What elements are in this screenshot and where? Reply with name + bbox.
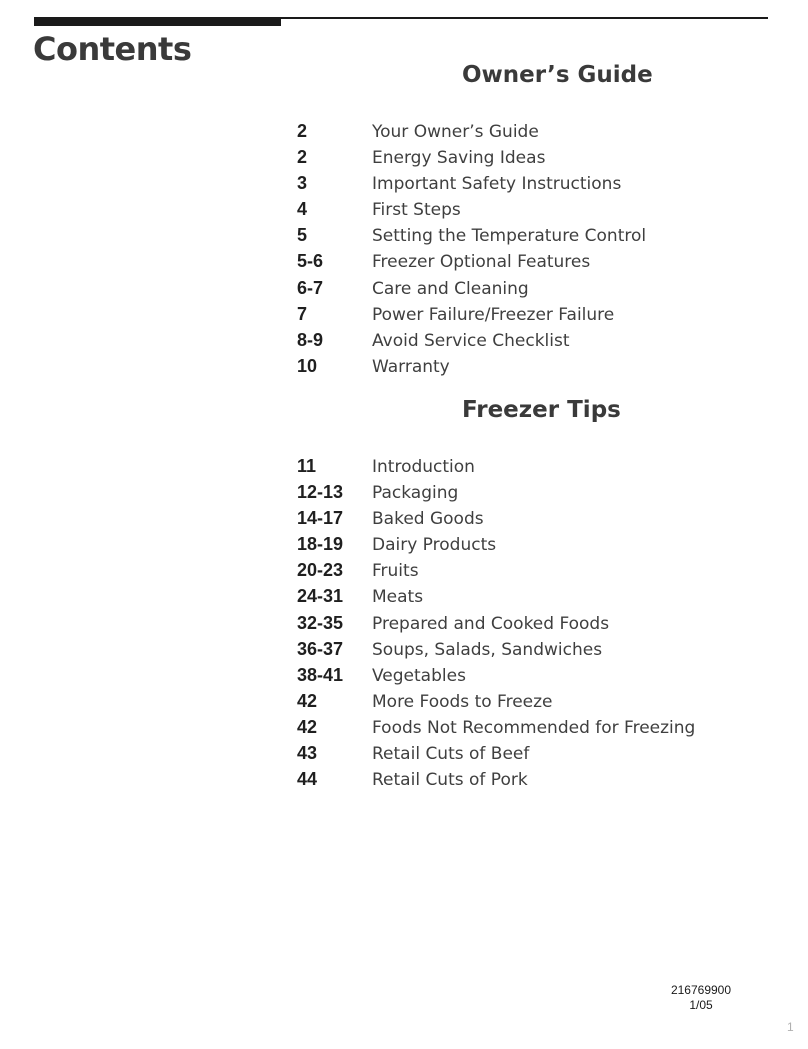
toc-entry[interactable]: [297, 505, 695, 531]
toc-page: 44: [297, 769, 318, 790]
toc-page: 2: [297, 121, 308, 141]
toc-page: 2: [297, 147, 308, 168]
toc-page: 43: [297, 743, 318, 764]
toc-title: Freezer Optional Features: [372, 252, 591, 273]
page-title: Contents: [33, 30, 192, 68]
toc-title: First Steps: [372, 200, 461, 221]
toc-title: Dairy Products: [372, 535, 497, 556]
owners-guide-toc: [297, 118, 646, 379]
toc-page: 32-35: [297, 612, 344, 633]
toc-title: Retail Cuts of Beef: [372, 744, 530, 765]
toc-page: 42: [297, 690, 318, 711]
toc-entry[interactable]: [297, 479, 695, 505]
header-thick-rule: [34, 17, 281, 26]
toc-title: Energy Saving Ideas: [372, 148, 546, 169]
toc-entry[interactable]: [297, 353, 646, 379]
toc-page: 5: [297, 225, 308, 246]
toc-page: 10: [297, 355, 318, 376]
toc-entry[interactable]: [297, 222, 646, 248]
toc-title: Setting the Temperature Control: [372, 226, 647, 247]
toc-page: 5-6: [297, 251, 324, 272]
toc-title: Warranty: [372, 356, 450, 377]
toc-page: 42: [297, 716, 318, 737]
toc-title: More Foods to Freeze: [372, 691, 553, 712]
owners-guide-heading: Owner’s Guide: [462, 62, 653, 88]
toc-page: 38-41: [297, 664, 344, 685]
toc-entry[interactable]: [297, 453, 695, 479]
toc-title: Vegetables: [372, 665, 466, 686]
toc-title: Introduction: [372, 457, 475, 477]
toc-title: Care and Cleaning: [372, 278, 529, 299]
toc-entry[interactable]: [297, 740, 695, 766]
freezer-tips-heading: Freezer Tips: [462, 397, 621, 423]
toc-entry[interactable]: [297, 636, 695, 662]
toc-entry[interactable]: [297, 531, 695, 557]
toc-entry[interactable]: [297, 275, 646, 301]
toc-page: 20-23: [297, 560, 344, 581]
toc-page: 11: [297, 456, 317, 476]
page-number: 1: [787, 1020, 794, 1034]
revision-date: 1/05: [689, 998, 713, 1012]
toc-page: 4: [297, 199, 308, 220]
toc-entry[interactable]: [297, 610, 695, 636]
toc-title: Meats: [372, 587, 424, 608]
toc-entry[interactable]: [297, 196, 646, 222]
header-thin-rule: [281, 17, 768, 19]
toc-entry[interactable]: [297, 714, 695, 740]
toc-entry[interactable]: [297, 557, 695, 583]
toc-title: Foods Not Recommended for Freezing: [372, 717, 696, 738]
toc-title: Prepared and Cooked Foods: [372, 613, 610, 634]
toc-entry[interactable]: [297, 144, 646, 170]
toc-title: Retail Cuts of Pork: [372, 770, 528, 791]
toc-entry[interactable]: [297, 766, 695, 792]
toc-title: Power Failure/Freezer Failure: [372, 304, 615, 325]
toc-entry[interactable]: [297, 662, 695, 688]
toc-page: 24-31: [297, 586, 344, 607]
toc-page: 7: [297, 303, 308, 324]
toc-entry[interactable]: [297, 170, 646, 196]
toc-entry[interactable]: [297, 688, 695, 714]
toc-title: Soups, Salads, Sandwiches: [372, 639, 603, 660]
part-number-block: [666, 983, 736, 1013]
toc-title: Packaging: [372, 483, 459, 504]
toc-entry[interactable]: [297, 248, 646, 274]
toc-page: 36-37: [297, 638, 344, 659]
toc-page: 12-13: [297, 482, 344, 503]
toc-title: Your Owner’s Guide: [372, 122, 539, 142]
toc-page: 6-7: [297, 277, 324, 298]
toc-page: 8-9: [297, 329, 324, 350]
toc-entry[interactable]: [297, 118, 646, 144]
toc-entry[interactable]: [297, 301, 646, 327]
toc-page: 18-19: [297, 534, 344, 555]
toc-entry[interactable]: [297, 583, 695, 609]
toc-page: 14-17: [297, 508, 344, 529]
toc-title: Important Safety Instructions: [372, 174, 622, 195]
toc-title: Avoid Service Checklist: [372, 330, 570, 351]
toc-title: Fruits: [372, 561, 419, 582]
freezer-tips-toc: [297, 453, 695, 792]
part-number: 216769900: [670, 983, 732, 997]
toc-title: Baked Goods: [372, 509, 484, 530]
toc-page: 3: [297, 173, 308, 194]
toc-entry[interactable]: [297, 327, 646, 353]
